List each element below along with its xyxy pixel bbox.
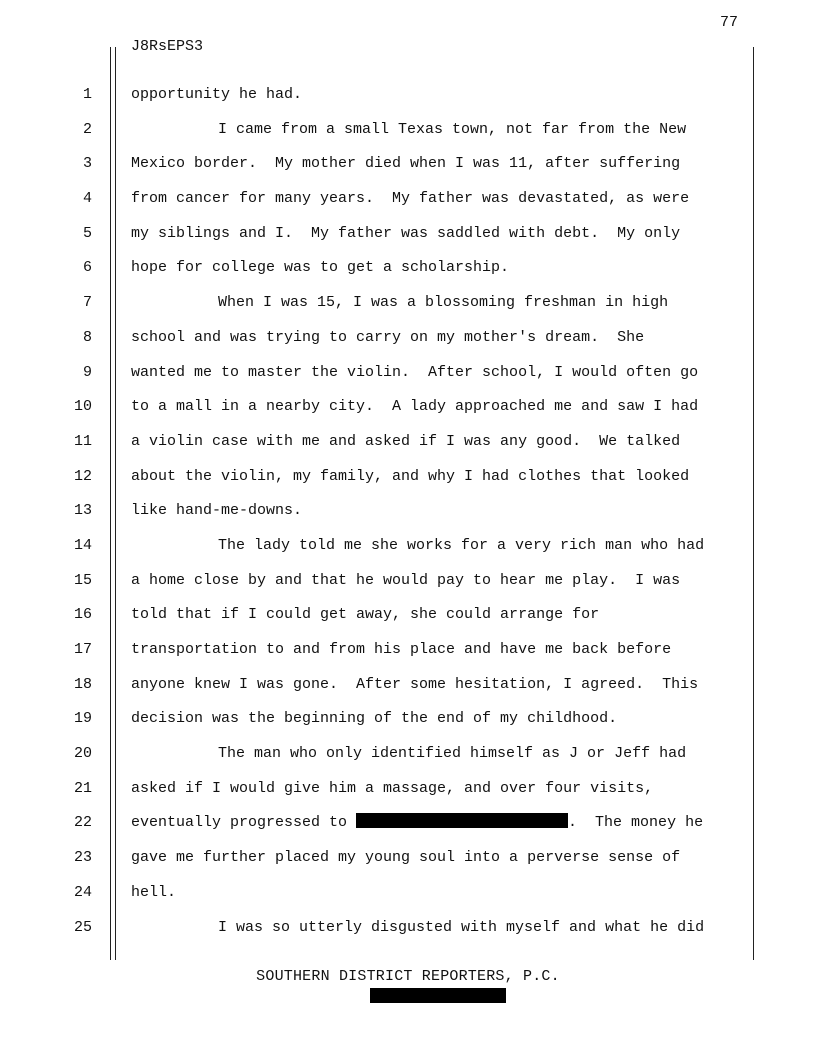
line-number: 19 — [73, 710, 92, 728]
line-number: 14 — [73, 536, 92, 554]
case-id: J8RsEPS3 — [131, 38, 204, 55]
line-number: 20 — [73, 745, 92, 763]
transcript-line: When I was 15, I was a blossoming freshman in high — [218, 294, 669, 312]
line-number: 21 — [73, 779, 92, 797]
transcript-line: anyone knew I was gone. After some hesitation, I agreed. This — [131, 675, 699, 693]
line-number: 6 — [82, 259, 92, 277]
transcript-line: I was so utterly disgusted with myself and what he did — [218, 918, 705, 936]
transcript-line: opportunity he had. — [131, 86, 303, 103]
footer-redaction-bar — [370, 988, 506, 1003]
transcript-body — [131, 78, 746, 945]
line-number: 4 — [82, 190, 92, 208]
line-number: 17 — [73, 641, 92, 658]
redaction-bar — [356, 813, 568, 828]
transcript-line: wanted me to master the violin. After school, I would often go — [131, 363, 699, 381]
line-number: 25 — [73, 918, 92, 936]
line-number: 16 — [73, 606, 92, 624]
line-number: 5 — [82, 224, 92, 242]
line-number: 12 — [73, 467, 92, 485]
transcript-text-after-redaction: . The money he — [568, 814, 704, 832]
transcript-line: I came from a small Texas town, not far from the New — [218, 120, 687, 138]
right-margin-rule — [753, 47, 754, 960]
left-margin-rule-outer — [110, 47, 111, 960]
line-number: 3 — [82, 155, 92, 173]
line-number: 15 — [73, 571, 92, 589]
line-number: 23 — [73, 849, 92, 867]
transcript-line: hope for college was to get a scholarship. — [131, 259, 510, 277]
transcript-line: transportation to and from his place and have me back before — [131, 641, 672, 658]
line-number: 1 — [82, 86, 92, 103]
line-number: 13 — [73, 502, 92, 520]
transcript-line: a violin case with me and asked if I was any good. We talked — [131, 432, 681, 450]
page-number: 77 — [719, 14, 738, 31]
line-number: 24 — [73, 883, 92, 901]
transcript-line: my siblings and I. My father was saddled with debt. My only — [131, 224, 681, 242]
transcript-line: Mexico border. My mother died when I was 11, after suffering — [131, 155, 681, 173]
transcript-line: decision was the beginning of the end of my childhood. — [131, 710, 618, 728]
transcript-line: asked if I would give him a massage, and over four visits, — [131, 779, 654, 797]
line-number: 9 — [82, 363, 92, 381]
line-number: 22 — [73, 814, 92, 832]
transcript-line-redacted — [131, 806, 746, 841]
left-margin-rule-inner — [115, 47, 116, 960]
transcript-line: The lady told me she works for a very rich man who had — [218, 536, 705, 554]
line-number: 18 — [73, 675, 92, 693]
line-number: 2 — [82, 120, 92, 138]
transcript-text-before-redaction: eventually progressed to — [131, 814, 357, 832]
line-number: 7 — [82, 294, 92, 312]
transcript-line: from cancer for many years. My father was devastated, as were — [131, 190, 690, 208]
transcript-line: about the violin, my family, and why I had clothes that looked — [131, 467, 690, 485]
transcript-line: to a mall in a nearby city. A lady approached me and saw I had — [131, 398, 699, 416]
line-numbers — [60, 78, 92, 945]
transcript-line: like hand-me-downs. — [131, 502, 303, 520]
transcript-line: a home close by and that he would pay to hear me play. I was — [131, 571, 681, 589]
line-number: 11 — [73, 432, 92, 450]
transcript-line: told that if I could get away, she could arrange for — [131, 606, 600, 624]
transcript-line: hell. — [131, 883, 177, 901]
line-number: 8 — [82, 328, 92, 346]
transcript-line: school and was trying to carry on my mother's dream. She — [131, 328, 645, 346]
transcript-line: gave me further placed my young soul into a perverse sense of — [131, 849, 681, 867]
line-number: 10 — [73, 398, 92, 416]
transcript-line: The man who only identified himself as J or Jeff had — [218, 745, 687, 763]
court-reporter-footer: SOUTHERN DISTRICT REPORTERS, P.C. — [256, 968, 560, 985]
